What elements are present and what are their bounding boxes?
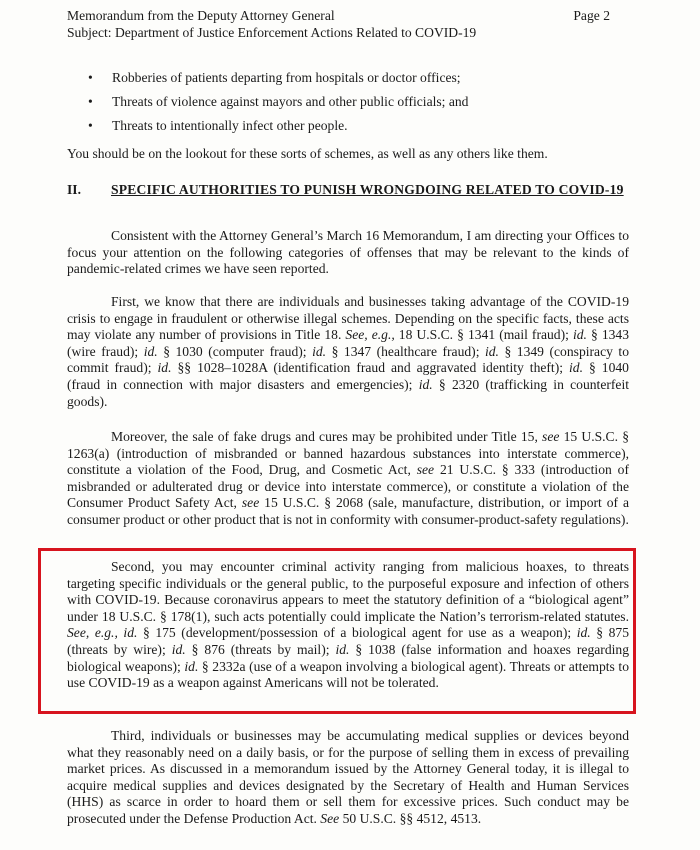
bullet-icon: • — [88, 70, 93, 85]
memo-header — [67, 8, 627, 41]
memo-from: Memorandum from the Deputy Attorney General — [67, 8, 335, 23]
first-paragraph: First, we know that there are individuals and businesses taking advantage of the COVID-19 crisis to engage in fraudulent or otherwise illegal schemes. Depending on the specific facts, these acts may violate any number of provisions in Title 18. See, e.g., 18 U.S.C. § 1341 (mail fraud); id. § 1343 (wire fraud); id. § 1030 (computer fraud); id. § 1347 (healthcare fraud); id. § 1349 (conspiracy to commit fraud); id. §§ 1028–1028A (identification fraud and aggravated identity theft); id. § 1040 (fraud in connection with major disasters and emergencies); id. § 2320 (trafficking in counterfeit goods). — [67, 294, 630, 409]
bullet-list — [88, 70, 648, 143]
section-title: SPECIFIC AUTHORITIES TO PUNISH WRONGDOING RELATED TO COVID-19 — [111, 182, 624, 197]
list-item: • Threats to intentionally infect other people. — [88, 118, 348, 134]
section-number: II. — [67, 182, 81, 197]
list-item: • Robberies of patients departing from hospitals or doctor offices; — [88, 70, 461, 85]
second-paragraph: Second, you may encounter criminal activity ranging from malicious hoaxes, to threats targeting specific individuals or the general public, to the purposeful exposure and infection of others with COVID-19. Because coronavirus appears to meet the statutory definition of a “biological agent” under 18 U.S.C. § 178(1), such acts potentially could implicate the Nation’s terrorism-related statutes. See, e.g., id. § 175 (development/possession of a biological agent for use as a weapon); id. § 875 (threats by wire); id. § 876 (threats by mail); id. § 1038 (false information and hoaxes regarding biological weapons); id. § 2332a (use of a weapon involving a biological agent). Threats or attempts to use COVID-19 as a weapon against Americans will not be tolerated. — [67, 559, 630, 691]
memo-subject: Subject: Department of Justice Enforcement Actions Related to COVID-19 — [67, 24, 477, 40]
bullet-icon: • — [88, 118, 93, 134]
third-paragraph: Third, individuals or businesses may be accumulating medical supplies or devices beyond what they reasonably need on a daily basis, or for the purpose of selling them in excess of prevailing market prices. As discussed in a memorandum issued by the Attorney General today, it is illegal to acquire medical supplies and devices designated by the Secretary of Health and Human Services (HHS) as scarce in order to hoard them or sell them for excessive prices. Such conduct may be prosecuted under the Defense Production Act. See 50 U.S.C. §§ 4512, 4513. — [67, 728, 629, 826]
moreover-paragraph: Moreover, the sale of fake drugs and cures may be prohibited under Title 15, see 15 U.S.C. § 1263(a) (introduction of misbranded or banned hazardous substances into interstate commerce), constitute a violation of the Food, Drug, and Cosmetic Act, see 21 U.S.C. § 333 (introduction of misbranded or adulterated drug or device into interstate commerce), or constitute a violation of the Consumer Product Safety Act, see 15 U.S.C. § 2068 (sale, manufacture, distribution, or import of a consumer product or other product that is not in conformity with consumer-product-safety regulations). — [67, 429, 629, 527]
list-item: • Threats of violence against mayors and other public officials; and — [88, 94, 469, 110]
page-number: Page 2 — [573, 8, 610, 23]
bullet-icon: • — [88, 94, 93, 110]
lookout-sentence: You should be on the lookout for these sorts of schemes, as well as any others like them. — [67, 146, 548, 161]
intro-paragraph: Consistent with the Attorney General’s March 16 Memorandum, I am directing your Offices to focus your attention on the following categories of offenses that may be relevant to the kinds of pandemic-related crimes we have seen reported. — [67, 228, 629, 277]
